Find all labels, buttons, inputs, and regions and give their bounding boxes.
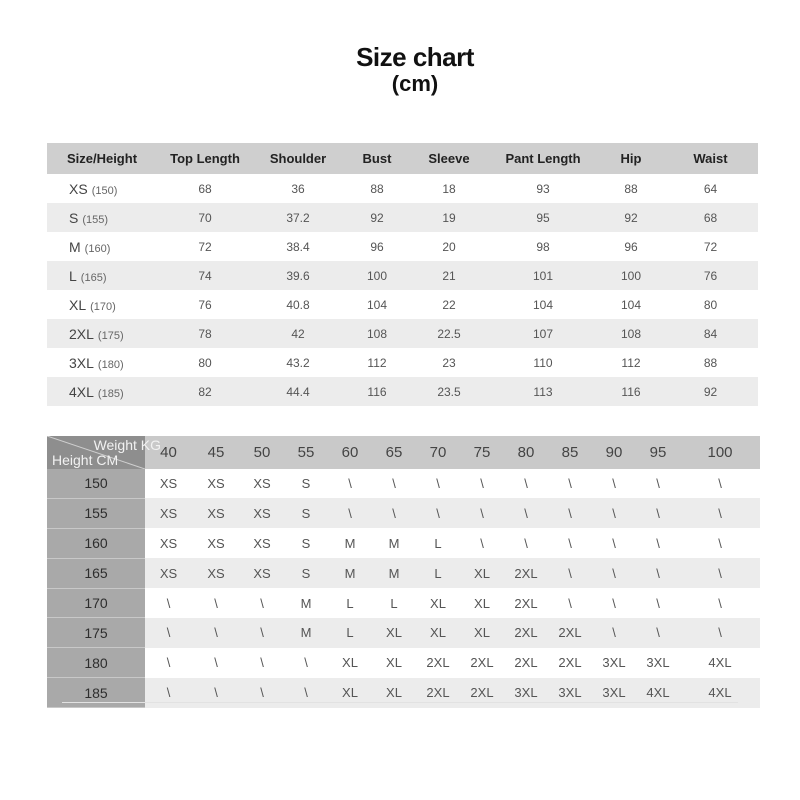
recommended-size-cell: XS	[192, 558, 240, 588]
page-subtitle: (cm)	[391, 71, 439, 96]
size-cell	[47, 203, 157, 232]
measurement-cell: 108	[599, 319, 663, 348]
recommended-size-cell: XS	[145, 498, 192, 528]
size-table-header	[47, 143, 758, 174]
measurement-cell: 112	[343, 348, 411, 377]
recommended-size-cell: \	[504, 528, 548, 558]
measurement-cell: 78	[157, 319, 253, 348]
size-height-label: (185)	[97, 387, 124, 400]
measurement-cell: 92	[663, 377, 758, 406]
measurement-cell: 18	[411, 174, 487, 203]
weight-header-cell: 45	[192, 436, 240, 469]
recommended-size-cell: 3XL	[592, 678, 636, 708]
weight-header-cell: 100	[680, 436, 760, 469]
measurement-cell: 43.2	[253, 348, 343, 377]
measurement-cell: 70	[157, 203, 253, 232]
measurement-cell: 84	[663, 319, 758, 348]
table-row	[47, 498, 760, 528]
measurement-cell: 88	[343, 174, 411, 203]
measurement-cell: 96	[343, 232, 411, 261]
measurement-cell: 113	[487, 377, 599, 406]
measurement-cell: 19	[411, 203, 487, 232]
recommended-size-cell: 2XL	[460, 648, 504, 678]
table-row	[47, 377, 758, 406]
recommended-size-cell: \	[416, 498, 460, 528]
recommended-size-cell: XS	[145, 469, 192, 498]
recommended-size-cell: \	[680, 588, 760, 618]
weight-header-cell: 70	[416, 436, 460, 469]
recommended-size-cell: XS	[192, 528, 240, 558]
height-cell: 165	[47, 558, 145, 588]
corner-height-label: Height CM	[52, 452, 119, 468]
table-row	[47, 558, 760, 588]
size-cell	[47, 377, 157, 406]
recommended-size-cell: XL	[460, 618, 504, 648]
recommended-size-cell: \	[680, 498, 760, 528]
recommended-size-cell: \	[680, 469, 760, 498]
header-shoulder: Shoulder	[253, 143, 343, 174]
recommended-size-cell: \	[372, 469, 416, 498]
measurement-cell: 88	[599, 174, 663, 203]
table-row	[47, 261, 758, 290]
table-corner-cell	[47, 436, 161, 469]
recommended-size-cell: \	[284, 648, 328, 678]
recommended-size-cell: \	[145, 648, 192, 678]
recommended-size-cell: 2XL	[504, 558, 548, 588]
weight-header-cell: 80	[504, 436, 548, 469]
recommended-size-cell: XS	[240, 498, 284, 528]
header-hip: Hip	[599, 143, 663, 174]
measurement-cell: 38.4	[253, 232, 343, 261]
recommended-size-cell: \	[680, 528, 760, 558]
measurement-cell: 92	[599, 203, 663, 232]
recommended-size-cell: L	[416, 558, 460, 588]
size-cell	[47, 290, 157, 319]
recommended-size-cell: \	[192, 588, 240, 618]
measurement-cell: 23	[411, 348, 487, 377]
recommended-size-cell: 3XL	[504, 678, 548, 708]
recommended-size-cell: 2XL	[548, 618, 592, 648]
weight-header-cell: 85	[548, 436, 592, 469]
header-bust: Bust	[343, 143, 411, 174]
measurement-cell: 72	[663, 232, 758, 261]
weight-header-cell: 50	[240, 436, 284, 469]
measurement-cell: 76	[157, 290, 253, 319]
measurement-cell: 72	[157, 232, 253, 261]
recommended-size-cell: 3XL	[636, 648, 680, 678]
measurement-cell: 76	[663, 261, 758, 290]
recommended-size-cell: S	[284, 469, 328, 498]
weight-header-cell: 75	[460, 436, 504, 469]
size-height-label: (180)	[97, 358, 124, 371]
measurement-cell: 110	[487, 348, 599, 377]
size-label: 2XL	[69, 325, 94, 342]
height-cell: 170	[47, 588, 145, 618]
recommended-size-cell: \	[680, 618, 760, 648]
weight-height-size-table	[47, 436, 760, 708]
recommended-size-cell: \	[460, 498, 504, 528]
table-row	[47, 678, 760, 708]
measurement-cell: 104	[487, 290, 599, 319]
recommended-size-cell: 3XL	[592, 648, 636, 678]
size-label: L	[69, 267, 77, 284]
recommended-size-cell: XS	[192, 469, 240, 498]
measurement-cell: 20	[411, 232, 487, 261]
recommended-size-cell: M	[372, 558, 416, 588]
measurement-cell: 80	[663, 290, 758, 319]
size-cell	[47, 348, 157, 377]
measurement-cell: 93	[487, 174, 599, 203]
recommended-size-cell: XL	[372, 678, 416, 708]
recommended-size-cell: 4XL	[680, 678, 760, 708]
measurement-cell: 44.4	[253, 377, 343, 406]
size-label: 3XL	[69, 354, 94, 371]
recommended-size-cell: \	[680, 558, 760, 588]
recommended-size-cell: \	[240, 618, 284, 648]
page-title: Size chart	[356, 42, 474, 72]
recommended-size-cell: XS	[192, 498, 240, 528]
recommended-size-cell: \	[548, 498, 592, 528]
measurement-cell: 104	[343, 290, 411, 319]
measurement-cell: 116	[599, 377, 663, 406]
table-row	[47, 618, 760, 648]
table-row	[47, 174, 758, 203]
recommended-size-cell: M	[328, 528, 372, 558]
recommended-size-cell: L	[328, 588, 372, 618]
measurement-cell: 68	[157, 174, 253, 203]
weight-header-cell: 65	[372, 436, 416, 469]
weight-header-cell: 40	[145, 436, 192, 469]
recommended-size-cell: \	[328, 498, 372, 528]
header-waist: Waist	[663, 143, 758, 174]
recommended-size-cell: XS	[240, 558, 284, 588]
header-pant-length: Pant Length	[487, 143, 599, 174]
recommended-size-cell: \	[460, 528, 504, 558]
height-cell: 150	[47, 469, 145, 498]
size-cell	[47, 261, 157, 290]
recommended-size-cell: XS	[145, 528, 192, 558]
measurement-cell: 80	[157, 348, 253, 377]
measurement-cell: 36	[253, 174, 343, 203]
height-cell: 175	[47, 618, 145, 648]
size-height-label: (165)	[80, 271, 107, 284]
recommended-size-cell: \	[636, 588, 680, 618]
recommended-size-cell: \	[592, 618, 636, 648]
table-row	[47, 319, 758, 348]
size-cell	[47, 174, 157, 203]
size-height-label: (155)	[82, 213, 109, 226]
recommended-size-cell: XL	[372, 648, 416, 678]
measurement-cell: 88	[663, 348, 758, 377]
recommended-size-cell: XL	[328, 678, 372, 708]
recommended-size-cell: \	[592, 469, 636, 498]
measurement-cell: 40.8	[253, 290, 343, 319]
recommended-size-cell: \	[240, 678, 284, 708]
table-row	[47, 290, 758, 319]
recommended-size-cell: \	[636, 618, 680, 648]
recommended-size-cell: M	[328, 558, 372, 588]
corner-weight-label: Weight KG	[93, 437, 161, 453]
measurement-cell: 95	[487, 203, 599, 232]
recommended-size-cell: \	[240, 648, 284, 678]
size-height-label: (150)	[91, 184, 118, 197]
bottom-divider	[62, 702, 738, 703]
measurement-cell: 101	[487, 261, 599, 290]
weight-header-cell: 55	[284, 436, 328, 469]
recommended-size-cell: XL	[372, 618, 416, 648]
recommended-size-cell: \	[504, 469, 548, 498]
table-row	[47, 588, 760, 618]
size-label: S	[69, 209, 79, 226]
recommended-size-cell: 2XL	[504, 648, 548, 678]
recommended-size-cell: S	[284, 558, 328, 588]
measurement-cell: 116	[343, 377, 411, 406]
measurement-cell: 100	[343, 261, 411, 290]
recommended-size-cell: \	[328, 469, 372, 498]
weight-table-header	[47, 436, 760, 469]
recommended-size-cell: \	[460, 469, 504, 498]
recommended-size-cell: \	[592, 558, 636, 588]
measurement-cell: 96	[599, 232, 663, 261]
measurement-cell: 74	[157, 261, 253, 290]
height-cell: 185	[47, 678, 145, 708]
recommended-size-cell: \	[240, 588, 284, 618]
size-measurement-table	[47, 143, 758, 406]
recommended-size-cell: 4XL	[680, 648, 760, 678]
table-row	[47, 203, 758, 232]
header-top-length: Top Length	[157, 143, 253, 174]
measurement-cell: 100	[599, 261, 663, 290]
recommended-size-cell: XS	[240, 469, 284, 498]
table-row	[47, 348, 758, 377]
recommended-size-cell: \	[636, 558, 680, 588]
recommended-size-cell: XL	[460, 588, 504, 618]
header-size-height: Size/Height	[47, 143, 157, 174]
measurement-cell: 42	[253, 319, 343, 348]
measurement-cell: 64	[663, 174, 758, 203]
recommended-size-cell: XL	[460, 558, 504, 588]
recommended-size-cell: 4XL	[636, 678, 680, 708]
recommended-size-cell: \	[636, 498, 680, 528]
recommended-size-cell: \	[592, 588, 636, 618]
size-label: XL	[69, 296, 87, 313]
measurement-cell: 112	[599, 348, 663, 377]
recommended-size-cell: XL	[416, 618, 460, 648]
table-row	[47, 528, 760, 558]
measurement-cell: 104	[599, 290, 663, 319]
recommended-size-cell: 2XL	[504, 588, 548, 618]
recommended-size-cell: M	[372, 528, 416, 558]
header-sleeve: Sleeve	[411, 143, 487, 174]
recommended-size-cell: \	[548, 528, 592, 558]
recommended-size-cell: XL	[416, 588, 460, 618]
recommended-size-cell: \	[592, 498, 636, 528]
size-height-label: (175)	[97, 329, 124, 342]
measurement-cell: 82	[157, 377, 253, 406]
recommended-size-cell: \	[636, 469, 680, 498]
size-label: XS	[69, 180, 88, 197]
recommended-size-cell: \	[592, 528, 636, 558]
recommended-size-cell: XS	[240, 528, 284, 558]
recommended-size-cell: L	[328, 618, 372, 648]
table-row	[47, 469, 760, 498]
height-cell: 155	[47, 498, 145, 528]
height-cell: 180	[47, 648, 145, 678]
recommended-size-cell: \	[548, 588, 592, 618]
recommended-size-cell: M	[284, 618, 328, 648]
size-cell	[47, 232, 157, 261]
recommended-size-cell: \	[548, 469, 592, 498]
size-label: M	[69, 238, 81, 255]
measurement-cell: 39.6	[253, 261, 343, 290]
measurement-cell: 108	[343, 319, 411, 348]
measurement-cell: 37.2	[253, 203, 343, 232]
recommended-size-cell: \	[145, 588, 192, 618]
weight-header-cell: 90	[592, 436, 636, 469]
measurement-cell: 68	[663, 203, 758, 232]
measurement-cell: 21	[411, 261, 487, 290]
recommended-size-cell: \	[284, 678, 328, 708]
recommended-size-cell: 2XL	[504, 618, 548, 648]
recommended-size-cell: L	[416, 528, 460, 558]
measurement-cell: 22	[411, 290, 487, 319]
recommended-size-cell: \	[192, 678, 240, 708]
recommended-size-cell: \	[548, 558, 592, 588]
recommended-size-cell: \	[192, 648, 240, 678]
size-cell	[47, 319, 157, 348]
weight-table-body	[47, 469, 760, 708]
table-row	[47, 648, 760, 678]
table-row	[47, 232, 758, 261]
size-height-label: (170)	[90, 300, 116, 313]
recommended-size-cell: S	[284, 498, 328, 528]
measurement-cell: 23.5	[411, 377, 487, 406]
recommended-size-cell: 2XL	[416, 678, 460, 708]
recommended-size-cell: 2XL	[548, 648, 592, 678]
size-table-body	[47, 174, 758, 406]
size-label: 4XL	[69, 383, 94, 400]
measurement-cell: 92	[343, 203, 411, 232]
recommended-size-cell: \	[145, 618, 192, 648]
recommended-size-cell: \	[416, 469, 460, 498]
measurement-cell: 98	[487, 232, 599, 261]
recommended-size-cell: \	[504, 498, 548, 528]
recommended-size-cell: 2XL	[460, 678, 504, 708]
size-height-label: (160)	[84, 242, 111, 255]
recommended-size-cell: S	[284, 528, 328, 558]
recommended-size-cell: 2XL	[416, 648, 460, 678]
height-cell: 160	[47, 528, 145, 558]
recommended-size-cell: L	[372, 588, 416, 618]
recommended-size-cell: \	[636, 528, 680, 558]
recommended-size-cell: XL	[328, 648, 372, 678]
recommended-size-cell: \	[145, 678, 192, 708]
recommended-size-cell: \	[372, 498, 416, 528]
recommended-size-cell: 3XL	[548, 678, 592, 708]
weight-header-cell: 60	[328, 436, 372, 469]
recommended-size-cell: M	[284, 588, 328, 618]
weight-header-cell: 95	[636, 436, 680, 469]
recommended-size-cell: XS	[145, 558, 192, 588]
recommended-size-cell: \	[192, 618, 240, 648]
measurement-cell: 107	[487, 319, 599, 348]
measurement-cell: 22.5	[411, 319, 487, 348]
